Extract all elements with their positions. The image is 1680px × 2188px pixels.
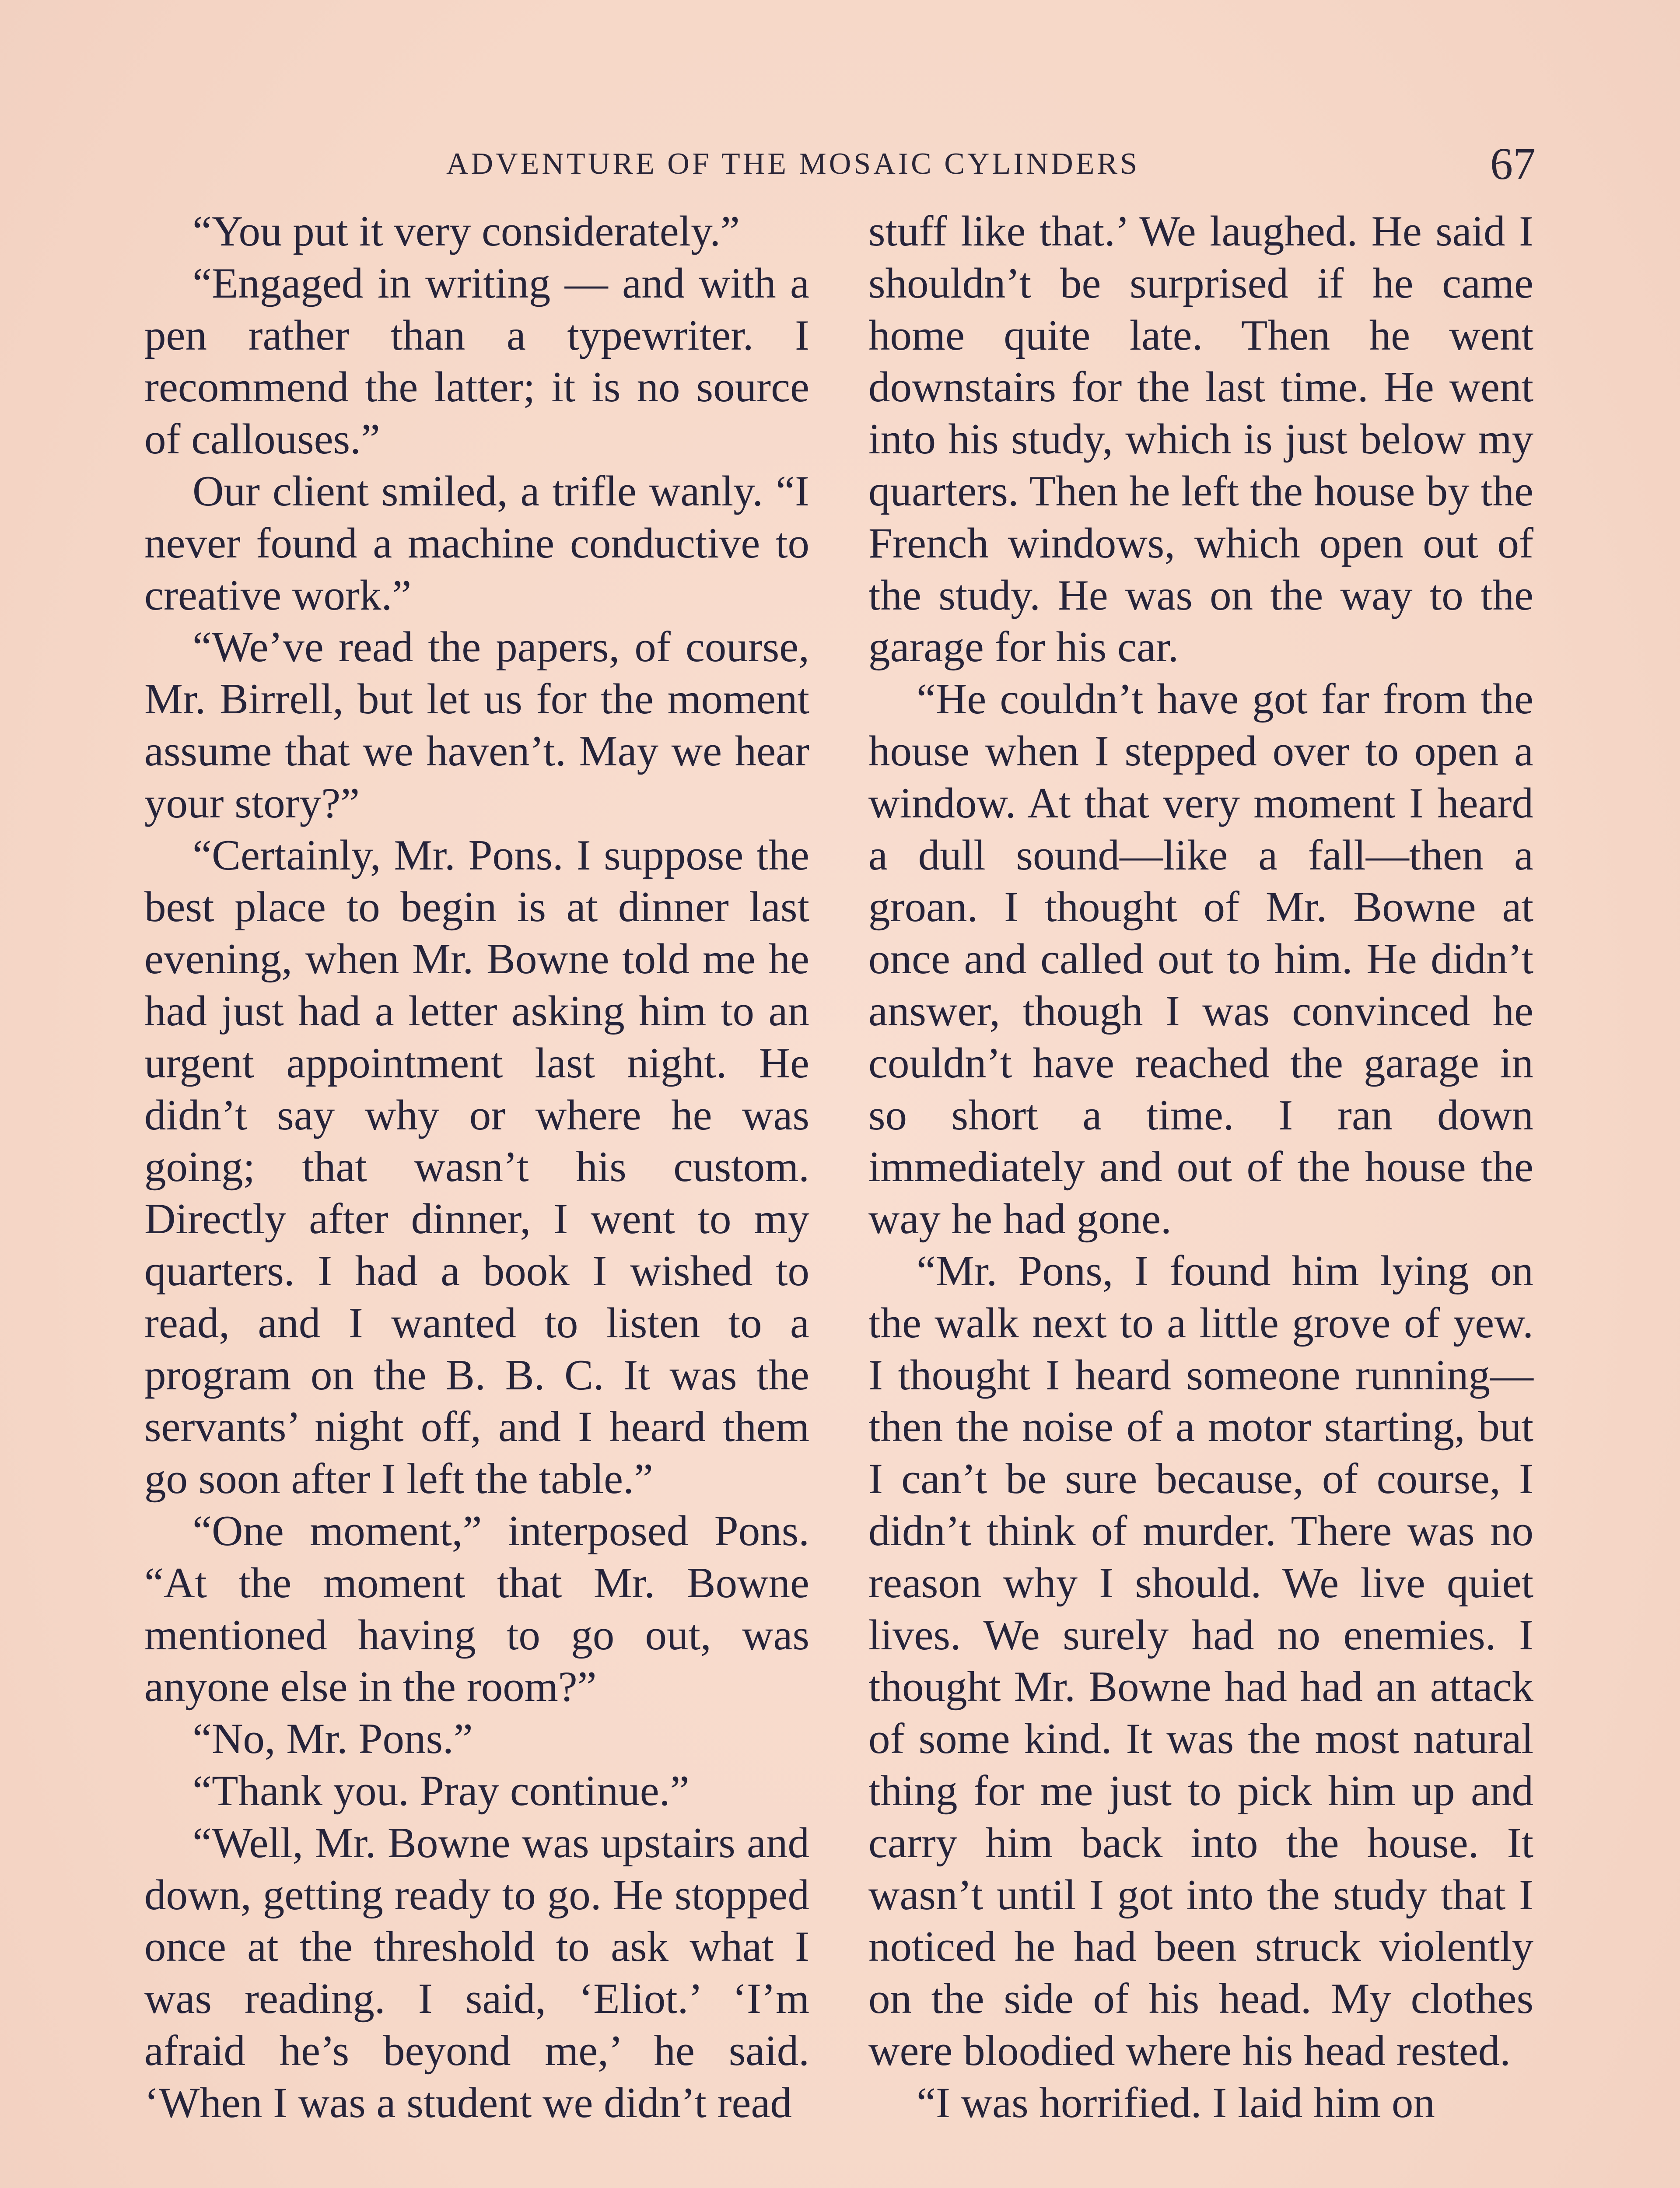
page-header: [144, 138, 1536, 195]
running-title: ADVENTURE OF THE MOSAIC CYLINDERS: [446, 147, 1140, 181]
paragraph: “One moment,” interposed Pons. “At the moment that Mr. Bowne mentioned having to go out, was anyone else in the room?”: [144, 1507, 809, 1711]
paragraph: “Thank you. Pray continue.”: [192, 1767, 690, 1815]
page-number: 67: [1490, 139, 1536, 189]
paragraph: “No, Mr. Pons.”: [192, 1715, 473, 1763]
paragraph-continued: stuff like that.’ We laughed. He said I shouldn’t be surprised if he came home quite late. Then he went downstairs for the last time. He went into his study, which is just below my quarters. Then he left the house by the French windows, which open out of the study. He was on the way to the garage for his car.: [868, 207, 1533, 671]
paragraph: “Mr. Pons, I found him lying on the walk next to a little grove of yew. I thought I heard someone running—then the noise of a motor starting, but I can’t be sure because, of course, I didn’t think of murder. There was no reason why I should. We live quiet lives. We surely had no enemies. I thought Mr. Bowne had had an attack of some kind. It was the most natural thing for me just to pick him up and carry him back into the house. It wasn’t until I got into the study that I noticed he had been struck violently on the side of his head. My clothes were bloodied where his head rested.: [868, 1247, 1533, 2075]
paragraph: “I was horrified. I laid him on: [917, 2079, 1435, 2127]
paragraph: Our client smiled, a trifle wanly. “I never found a machine conductive to creative work.”: [144, 467, 809, 619]
left-column: [144, 206, 809, 2129]
paragraph: “Certainly, Mr. Pons. I suppose the best place to begin is at dinner last evening, when Mr. Bowne told me he had just had a letter asking him to an urgent appointment last night. He didn’t say why or where he was going; that wasn’t his custom. Directly after dinner, I went to my quarters. I had a book I wished to read, and I wanted to listen to a program on the B. B. C. It was the servants’ night off, and I heard them go soon after I left the table.”: [144, 831, 809, 1503]
paragraph: “Engaged in writing — and with a pen rather than a typewriter. I recommend the latter; it is no source of callouses.”: [144, 259, 809, 463]
paragraph: “You put it very considerately.”: [192, 207, 740, 255]
paragraph: “Well, Mr. Bowne was upstairs and down, getting ready to go. He stopped once at the threshold to ask what I was reading. I said, ‘Eliot.’ ‘I’m afraid he’s beyond me,’ he said. ‘When I was a student we didn’t read: [144, 1819, 809, 2127]
paragraph: “We’ve read the papers, of course, Mr. Birrell, but let us for the moment assume that we haven’t. May we hear your story?”: [144, 623, 809, 827]
right-column: [868, 206, 1533, 2129]
paragraph: “He couldn’t have got far from the house when I stepped over to open a window. At that very moment I heard a dull sound—like a fall—then a groan. I thought of Mr. Bowne at once and called out to him. He didn’t answer, though I was convinced he couldn’t have reached the garage in so short a time. I ran down immediately and out of the house the way he had gone.: [868, 675, 1533, 1243]
